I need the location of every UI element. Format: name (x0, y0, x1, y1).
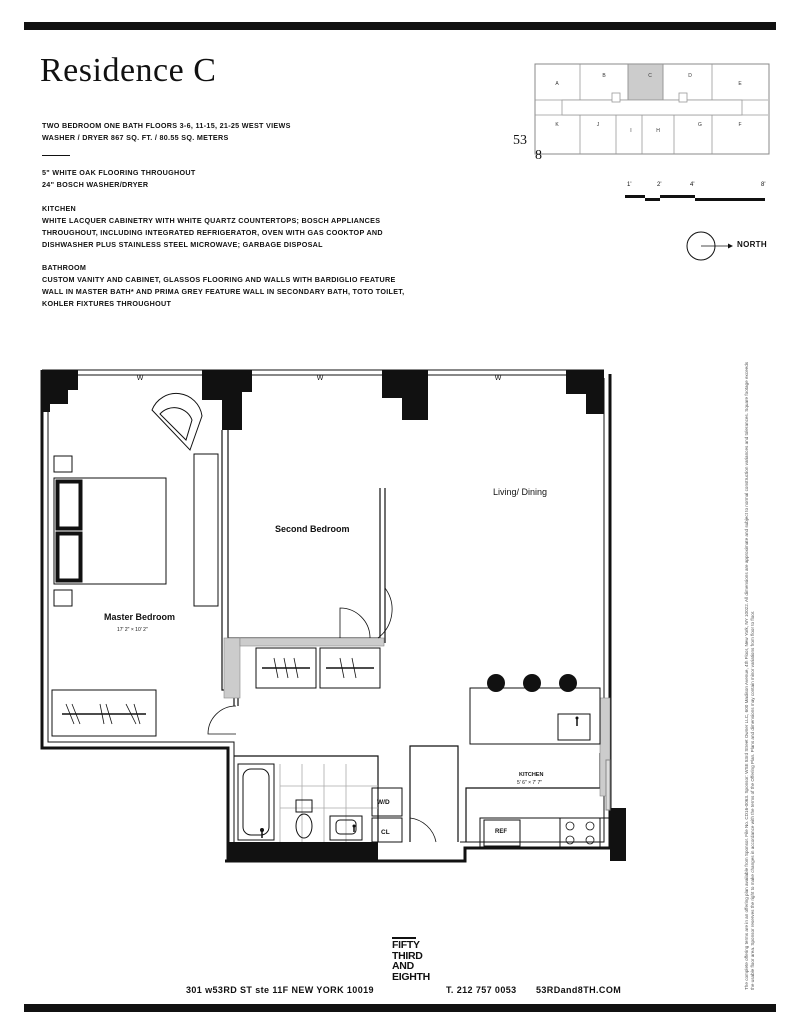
dresser (194, 454, 218, 606)
key-plan-unit-label: J (596, 122, 600, 128)
logo-line: FIFTY (392, 939, 420, 951)
window-mark: W (136, 375, 144, 382)
key-plan-unit-label: D (688, 73, 692, 79)
key-plan-unit-label: B (602, 73, 606, 79)
brand-logo (392, 940, 430, 982)
features-general (42, 167, 196, 191)
kitchen-line: DISHWASHER PLUS STAINLESS STEEL MICROWAVE; GARBAGE DISPOSAL (42, 240, 323, 249)
kitchen-sink (558, 714, 590, 740)
kitchen-heading: KITCHEN (42, 204, 77, 213)
scale-bar (625, 183, 775, 193)
nightstand (54, 590, 72, 606)
scale-bar-graphic (625, 193, 770, 205)
scale-label: 8' (761, 182, 766, 188)
features-kitchen (42, 203, 383, 251)
page-title: Residence C (40, 52, 217, 89)
nightstand (54, 456, 72, 472)
unit-summary-line1: TWO BEDROOM ONE BATH FLOORS 3-6, 11-15, 21-25 WEST VIEWS (42, 121, 291, 130)
room-label-kitchen: KITCHEN (519, 772, 544, 778)
scale-label: 4' (690, 182, 695, 188)
unit-summary (42, 120, 291, 144)
top-rule (24, 22, 776, 30)
key-plan-unit-label: K (555, 122, 559, 128)
feature-flooring: 5" WHITE OAK FLOORING THROUGHOUT (42, 168, 196, 177)
room-dims-kitchen: 5' 6" × 7' 7" (517, 780, 543, 786)
closet-label: CL (381, 829, 390, 836)
toilet-tank (296, 800, 312, 812)
door-swing (410, 818, 436, 842)
key-plan-unit-label: A (555, 81, 559, 87)
bathroom-line: WALL IN MASTER BATH* AND PRIMA GREY FEATURE WALL IN SECONDARY BATH, TOTO TOILET, (42, 287, 405, 296)
bar-stool (487, 674, 505, 692)
north-label: NORTH (737, 240, 767, 249)
key-plan-unit-label: H (656, 128, 660, 134)
cooktop (560, 818, 600, 848)
washer-dryer-label: W/D (377, 799, 390, 806)
logo-line: AND (392, 960, 414, 972)
legal-disclaimer-text: The complete offering terms are in an offering plan available from Sponsor. File No. CD16-0063. Sponsor: WSE 53rd Street Owner LLC, 600 Madison Avenue, 4th Floor, New York, NY 10022. All dimensions are approximate and subject to normal construction variances and tolerances. Square footage exceeds the usable floor area. Sponsor reserves the right to make changes in accordance with the terms of the Offering Plan. Plans and dimensions may contain minor variations from floor to floor. (744, 361, 755, 990)
floor-plan (40, 368, 630, 868)
features-bathroom (42, 262, 404, 310)
north-arrow-icon (683, 228, 735, 264)
key-plan (534, 63, 770, 155)
logo-line: THIRD (392, 949, 423, 962)
window-mark: W (316, 375, 324, 382)
column (566, 370, 604, 414)
kitchen-line: THROUGHOUT, INCLUDING INTEGRATED REFRIGERATOR, OVEN WITH GAS COOKTOP AND (42, 228, 383, 237)
scale-label: 2' (657, 182, 662, 188)
scale-label: 1' (627, 182, 632, 188)
bathroom-line: KOHLER FIXTURES THROUGHOUT (42, 299, 172, 308)
feature-washer: 24" BOSCH WASHER/DRYER (42, 180, 149, 189)
scale-labels (625, 183, 775, 193)
column (382, 370, 428, 420)
footer-address: 301 w53RD ST ste 11F NEW YORK 10019 (186, 985, 374, 995)
bar-stool (523, 674, 541, 692)
unit-summary-line2: WASHER / DRYER 867 SQ. FT. / 80.55 SQ. METERS (42, 133, 229, 142)
key-plan-unit-label: I (630, 128, 632, 134)
kitchen-island (470, 688, 600, 744)
kitchen-line: WHITE LACQUER CABINETRY WITH WHITE QUARTZ COUNTERTOPS; BOSCH APPLIANCES (42, 216, 381, 225)
column (42, 370, 78, 412)
room-label-master: Master Bedroom (104, 612, 176, 622)
key-plan-unit-label: E (738, 81, 742, 87)
floor-number-sub: 8 (535, 148, 542, 163)
floor-number (513, 133, 542, 163)
key-plan-unit-label: G (698, 122, 702, 128)
door-swing (340, 608, 370, 638)
key-plan-unit-label: C (648, 73, 652, 79)
bar-stool (559, 674, 577, 692)
room-label-second: Second Bedroom (275, 524, 350, 534)
footer-website[interactable]: 53RDand8TH.COM (536, 985, 622, 995)
key-plan-unit-label: F (738, 122, 742, 128)
bathroom-heading: BATHROOM (42, 263, 87, 272)
key-plan-unit-highlight (628, 64, 663, 100)
logo-line: EIGHTH (392, 970, 430, 983)
section-divider (42, 155, 70, 156)
toilet-bowl (296, 814, 312, 838)
closet (52, 690, 156, 736)
column (202, 370, 252, 430)
legal-disclaimer (744, 360, 764, 990)
floor-number-main: 53 (513, 133, 527, 148)
room-dims-master: 17' 2" × 10' 2" (117, 627, 148, 633)
window-mark: W (494, 375, 502, 382)
footer-phone: T. 212 757 0053 (446, 985, 517, 995)
chair (152, 393, 202, 450)
bathroom-line: CUSTOM VANITY AND CABINET, GLASSOS FLOORING AND WALLS WITH BARDIGLIO FEATURE (42, 275, 396, 284)
room-label-living: Living/ Dining (493, 487, 548, 497)
bottom-rule (24, 1004, 776, 1012)
door-swing (208, 706, 236, 734)
refrigerator-label: REF (495, 829, 507, 835)
